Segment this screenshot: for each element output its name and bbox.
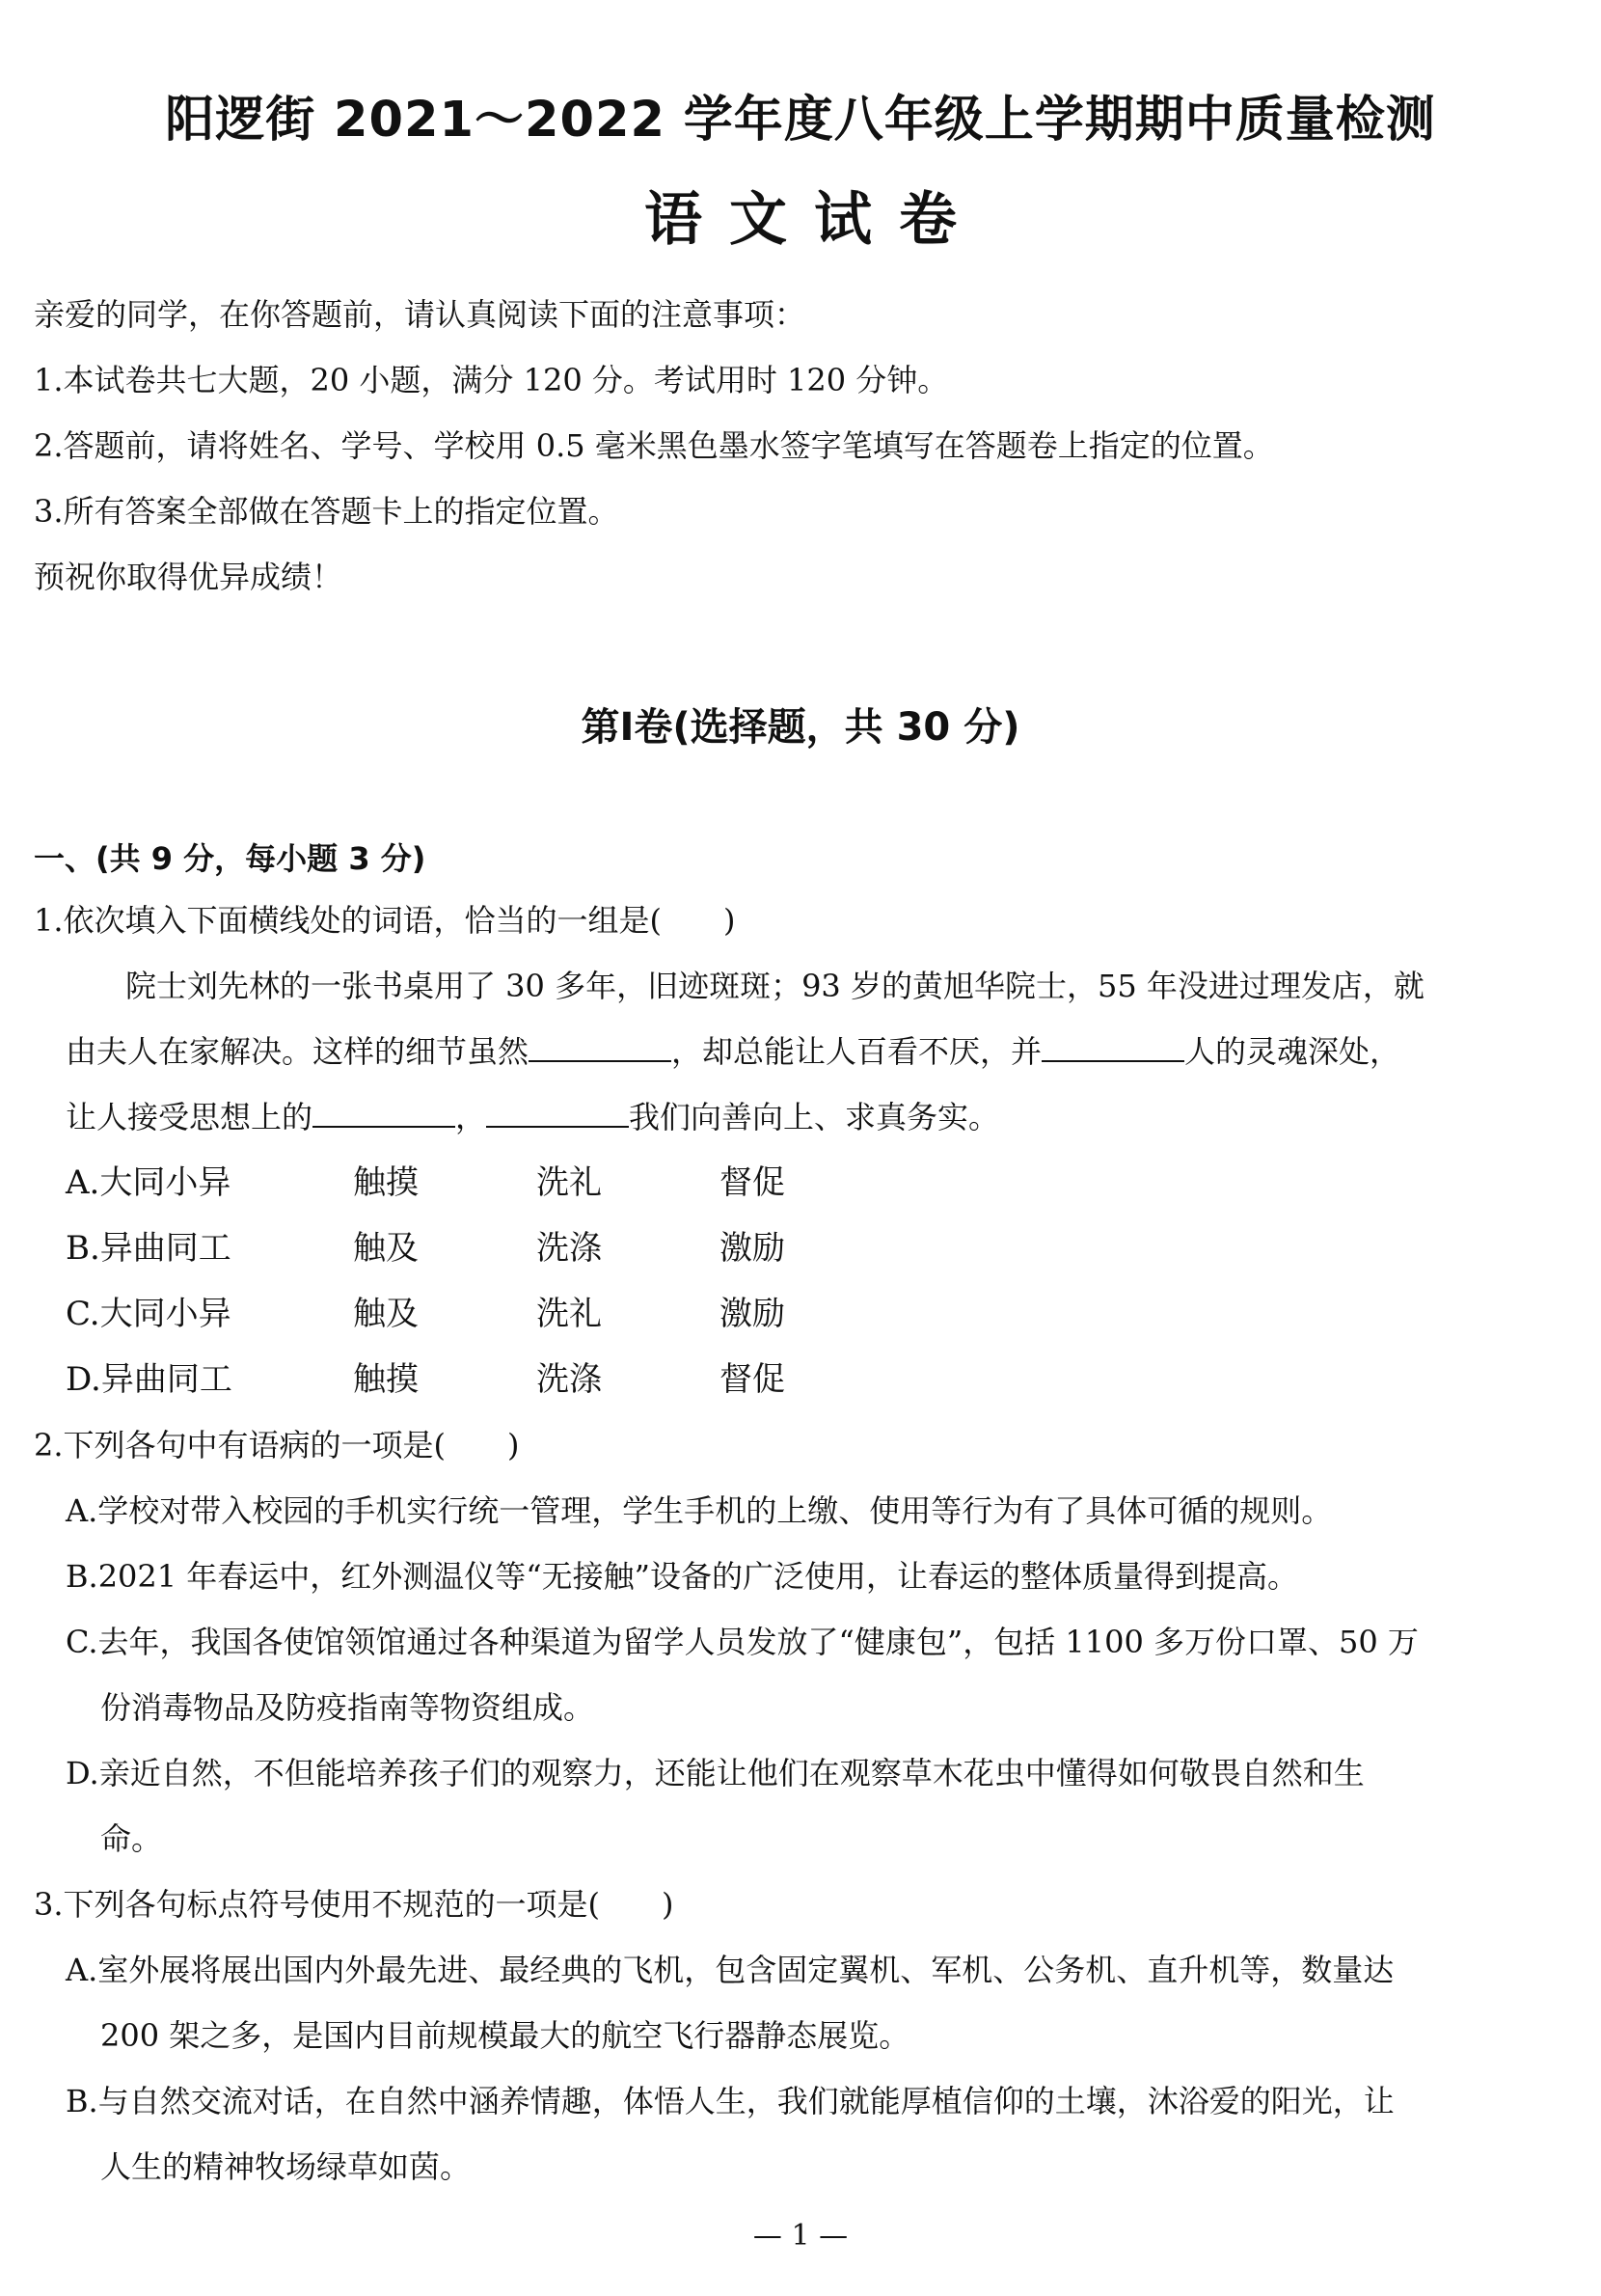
q1-option-b [66, 1227, 785, 1270]
q2-option-a: A.学校对带入校园的手机实行统一管理，学生手机的上缴、使用等行为有了具体可循的规则。 [66, 1492, 1333, 1529]
option-word: B.异曲同工 [66, 1229, 231, 1268]
notice-item-2: 2.答题前，请将姓名、学号、学校用 0.5 毫米黑色墨水签字笔填写在答题卷上指定的位置。 [34, 427, 1274, 464]
q2-option-c-line-1: C.去年，我国各使馆领馆通过各种渠道为留学人员发放了“健康包”，包括 1100 多万份口罩、50 万 [66, 1624, 1419, 1660]
q1-passage-line-2-part-b: ，却总能让人百看不厌，并 [671, 1033, 1043, 1070]
fill-blank-1 [529, 1031, 671, 1062]
option-word: 触摸 [353, 1163, 419, 1202]
q1-option-a [66, 1162, 785, 1204]
q2-option-d-line-2: 命。 [100, 1820, 163, 1857]
q1-passage-line-3-part-b: ， [455, 1099, 487, 1135]
option-word: C.大同小异 [66, 1295, 231, 1333]
option-word: 洗涤 [536, 1229, 602, 1268]
q1-passage-line-2 [66, 1030, 1400, 1073]
option-word: 激励 [719, 1295, 785, 1333]
fill-blank-2 [1042, 1031, 1184, 1062]
option-word: 督促 [719, 1360, 785, 1399]
notice-intro: 亲爱的同学，在你答题前，请认真阅读下面的注意事项： [34, 296, 806, 333]
option-word: 触摸 [353, 1360, 419, 1399]
q3-option-b-line-1: B.与自然交流对话，在自然中涵养情趣，体悟人生，我们就能厚植信仰的土壤，沐浴爱的阳光，让 [66, 2083, 1395, 2119]
option-word: 触及 [353, 1229, 419, 1268]
option-word: 洗涤 [536, 1360, 602, 1399]
option-word: 督促 [719, 1163, 785, 1202]
section-title: 第Ⅰ卷(选择题，共 30 分) [581, 705, 1020, 750]
option-word: 激励 [719, 1229, 785, 1268]
option-word: 洗礼 [536, 1295, 602, 1333]
q2-stem: 2.下列各句中有语病的一项是( ) [34, 1427, 520, 1463]
q1-option-d [66, 1358, 785, 1401]
q1-passage-line-3 [66, 1096, 999, 1138]
option-word: 触及 [353, 1295, 419, 1333]
exam-title: 阳逻街 2021～2022 学年度八年级上学期期中质量检测 [165, 92, 1436, 149]
fill-blank-4 [486, 1097, 629, 1128]
q3-option-a-line-2: 200 架之多，是国内目前规模最大的航空飞行器静态展览。 [100, 2017, 910, 2054]
q1-passage-line-3-part-a: 让人接受思想上的 [66, 1099, 313, 1135]
q2-option-b: B.2021 年春运中，红外测温仪等“无接触”设备的广泛使用，让春运的整体质量得到提高。 [66, 1558, 1299, 1595]
q3-option-b-line-2: 人生的精神牧场绿草如茵。 [100, 2148, 472, 2185]
option-word: 洗礼 [536, 1163, 602, 1202]
option-word: D.异曲同工 [66, 1360, 232, 1399]
q1-passage-line-2-part-a: 由夫人在家解决。这样的细节虽然 [66, 1033, 529, 1070]
part-heading: 一、(共 9 分，每小题 3 分) [34, 840, 426, 877]
q3-stem: 3.下列各句标点符号使用不规范的一项是( ) [34, 1886, 674, 1923]
q2-option-d-line-1: D.亲近自然，不但能培养孩子们的观察力，还能让他们在观察草木花虫中懂得如何敬畏自然和生 [66, 1755, 1365, 1791]
q1-option-c [66, 1293, 785, 1335]
notice-item-3: 3.所有答案全部做在答题卡上的指定位置。 [34, 493, 619, 530]
notice-item-1: 1.本试卷共七大题，20 小题，满分 120 分。考试用时 120 分钟。 [34, 362, 949, 398]
notice-closing: 预祝你取得优异成绩！ [34, 559, 343, 595]
q1-passage-line-1: 院士刘先林的一张书桌用了 30 多年，旧迹斑斑；93 岁的黄旭华院士，55 年没进过理发店，就 [125, 968, 1425, 1004]
option-word: A.大同小异 [66, 1163, 231, 1202]
page-number: — 1 — [752, 2219, 849, 2253]
q1-passage-line-3-part-c: 我们向善向上、求真务实。 [629, 1099, 1000, 1135]
q3-option-a-line-1: A.室外展将展出国内外最先进、最经典的飞机，包含固定翼机、军机、公务机、直升机等，数量达 [66, 1952, 1395, 1988]
exam-subtitle: 语文试卷 [644, 186, 984, 254]
q1-stem: 1.依次填入下面横线处的词语，恰当的一组是( ) [34, 902, 736, 939]
fill-blank-3 [312, 1097, 455, 1128]
q1-passage-line-2-part-c: 人的灵魂深处， [1184, 1033, 1401, 1070]
q2-option-c-line-2: 份消毒物品及防疫指南等物资组成。 [100, 1689, 595, 1726]
